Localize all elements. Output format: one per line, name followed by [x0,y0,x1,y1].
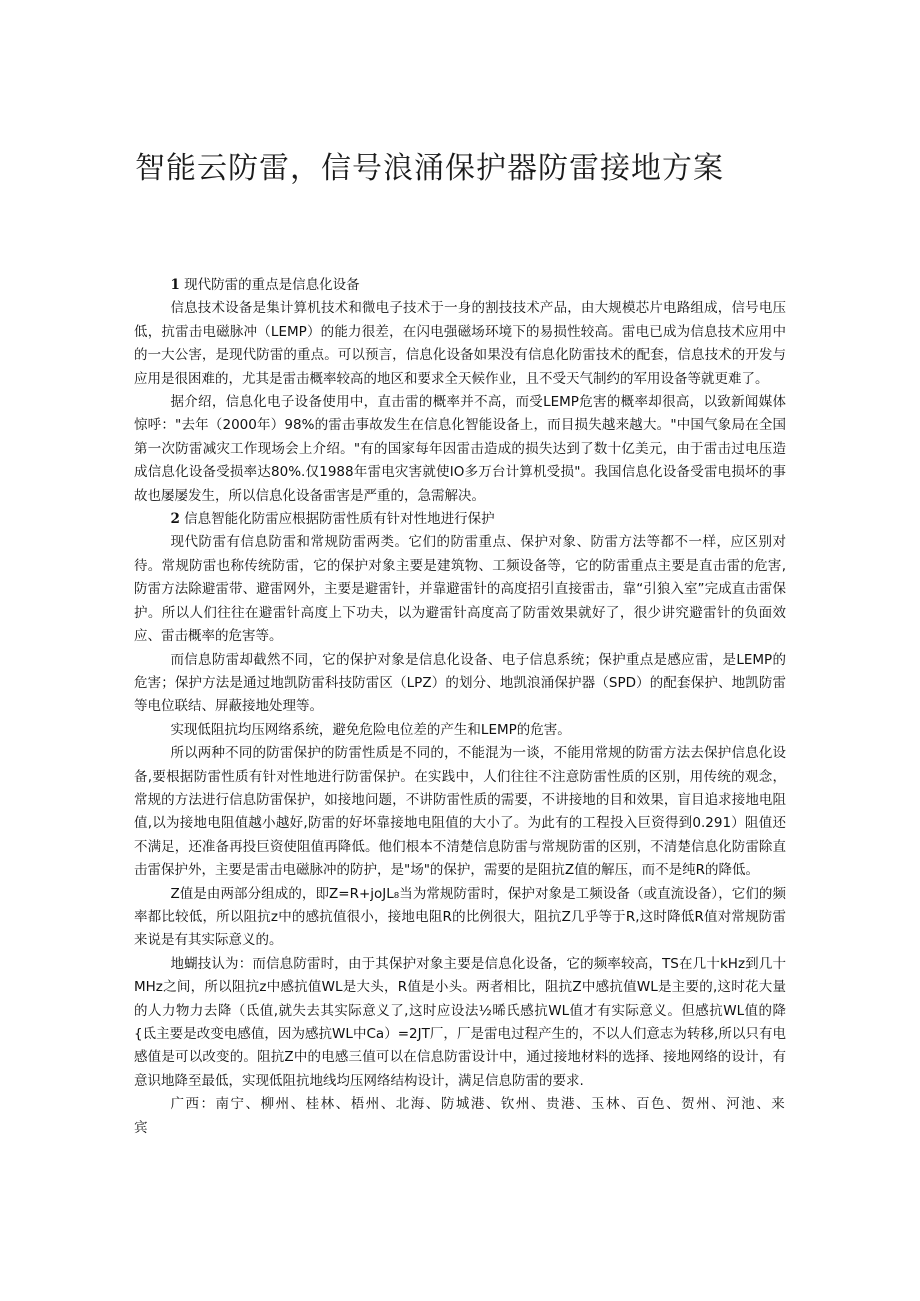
paragraph: 信息技术设备是集计算机技术和微电子技术于一身的割技技术产品，由大规模芯片电路组成，信号电压低，抗雷击电磁脉冲（LEMP）的能力很差，在闪电强磁场环境下的易损性较高。雷电已成为信息技术应用中的一大公害，是现代防雷的重点。可以预言，信息化设备如果没有信息化防雷技术的配套，信息技术的开发与应用是很困难的，尤其是雷击概率较高的地区和要求全天候作业，且不受天气制约的军用设备等就更难了。 [134,300,786,387]
section-number: 2 [170,511,180,528]
paragraph: 地蝴技认为：而信息防雷时，由于其保护对象主要是信息化设备，它的频率较高，TS在几十kHz到几十MHz之间，所以阻抗z中感抗值WL是大头，R值是小头。两者相比，阻抗Z中感抗值WL是主要的,这时花大量的人力物力去降（氐值,就失去其实际意义了,这时应设法½晞氏感抗WL值才有实际意义。但感抗WL值的降{氐主要是改变电感值，因为感抗WL中Ca）=2JT厂，厂是雷电过程产生的，不以人们意志为转移,所以只有电感值是可以改变的。阻抗Z中的电感三值可以在信息防雷设计中，通过接地材料的选择、接地网络的设计，有意识地降至最低，实现低阻抗地线均压网络结构设计，满足信息防雷的要求. [134,955,786,1089]
paragraph-city-list: 广西：南宁、柳州、桂林、梧州、北海、防城港、钦州、贵港、玉林、百色、贺州、河池、来宾 [134,1096,786,1136]
section-heading-text: 信息智能化防雷应根据防雷性质有针对性地进行保护 [184,511,495,528]
paragraph: 所以两种不同的防雷保护的防雷性质是不同的，不能混为一谈，不能用常规的防雷方法去保护信息化设备,要根据防雷性质有针对性地进行防雷保护。在实践中，人们往往不注意防雷性质的区别，用传统的观念，常规的方法进行信息防雷保护，如接地问题，不讲防雷性质的需要，不讲接地的目和效果，盲目追求接地电阻值,以为接地电阻值越小越好,防雷的好坏靠接地电阻值的大小了。为此有的工程投入巨资得到0.291）阻值还不满足，还准备再投巨资使阻值再降低。他们根本不清楚信息防雷与常规防雷的区别，不清楚信息化防雷除直击雷保护外，主要是雷击电磁脉冲的防护，是"场"的保护，需要的是阻抗Z值的解压，而不是纯R的降低。 [134,745,786,879]
paragraph: 现代防雷有信息防雷和常规防雷两类。它们的防雷重点、保护对象、防雷方法等都不一样，应区别对待。常规防雷也称传统防雷，它的保护对象主要是建筑物、工频设备等，它的防雷重点主要是直击雷的危害,防雷方法除避雷带、避雷网外，主要是避雷针，并靠避雷针的高度招引直接雷击，靠“引狼入室”完成直击雷保护。所以人们往往在避雷针高度上下功夫，以为避雷针高度高了防雷效果就好了，很少讲究避雷针的负面效应、雷击概率的危害等。 [134,534,786,645]
paragraph: 据介绍，信息化电子设备使用中，直击雷的概率并不高，而受LEMP危害的概率却很高，以致新闻媒体惊呼："去年（2000年）98%的雷击事故发生在信息化智能设备上，而目损失越来越大。"中国气象局在全国第一次防雷减灾工作现场会上介绍。"有的国家每年因雷击造成的损失达到了数十亿美元，由于雷击过电压造成信息化设备受损率达80%.仅1988年雷电灾害就使IO多万台计算机受损"。我国信息化设备受雷电损坏的事故也屡屡发生，所以信息化设备雷害是严重的，急需解决。 [134,394,786,504]
section-heading-text: 现代防雷的重点是信息化设备 [184,277,360,293]
paragraph: 而信息防雷却截然不同，它的保护对象是信息化设备、电子信息系统；保护重点是感应雷，是LEMP的危害；保护方法是通过地凯防雷科技防雷区（LPZ）的划分、地凯浪涌保护器（SPD）的配套保护、地凯防雷等电位联结、屏蔽接地处理等。 [134,651,786,715]
section-heading-2 [134,508,786,531]
paragraph: Z值是由两部分组成的，即Z=R+joJL₈当为常规防雷时，保护对象是工频设备（或直流设备），它们的频率都比较低，所以阻抗z中的感抗值很小，接地电阻R的比例很大，阻抗Z几乎等于R,这时降低R值对常规防雷来说是有其实际意义的。 [134,885,786,949]
section-number: 1 [170,277,180,293]
paragraph: 实现低阻抗均压网络系统，避免危险电位差的产生和LEMP的危害。 [170,721,571,738]
section-heading-1 [134,274,786,297]
document-body [134,274,786,1140]
document-title: 智能云防雷，信号浪涌保护器防雷接地方案 [135,151,724,186]
